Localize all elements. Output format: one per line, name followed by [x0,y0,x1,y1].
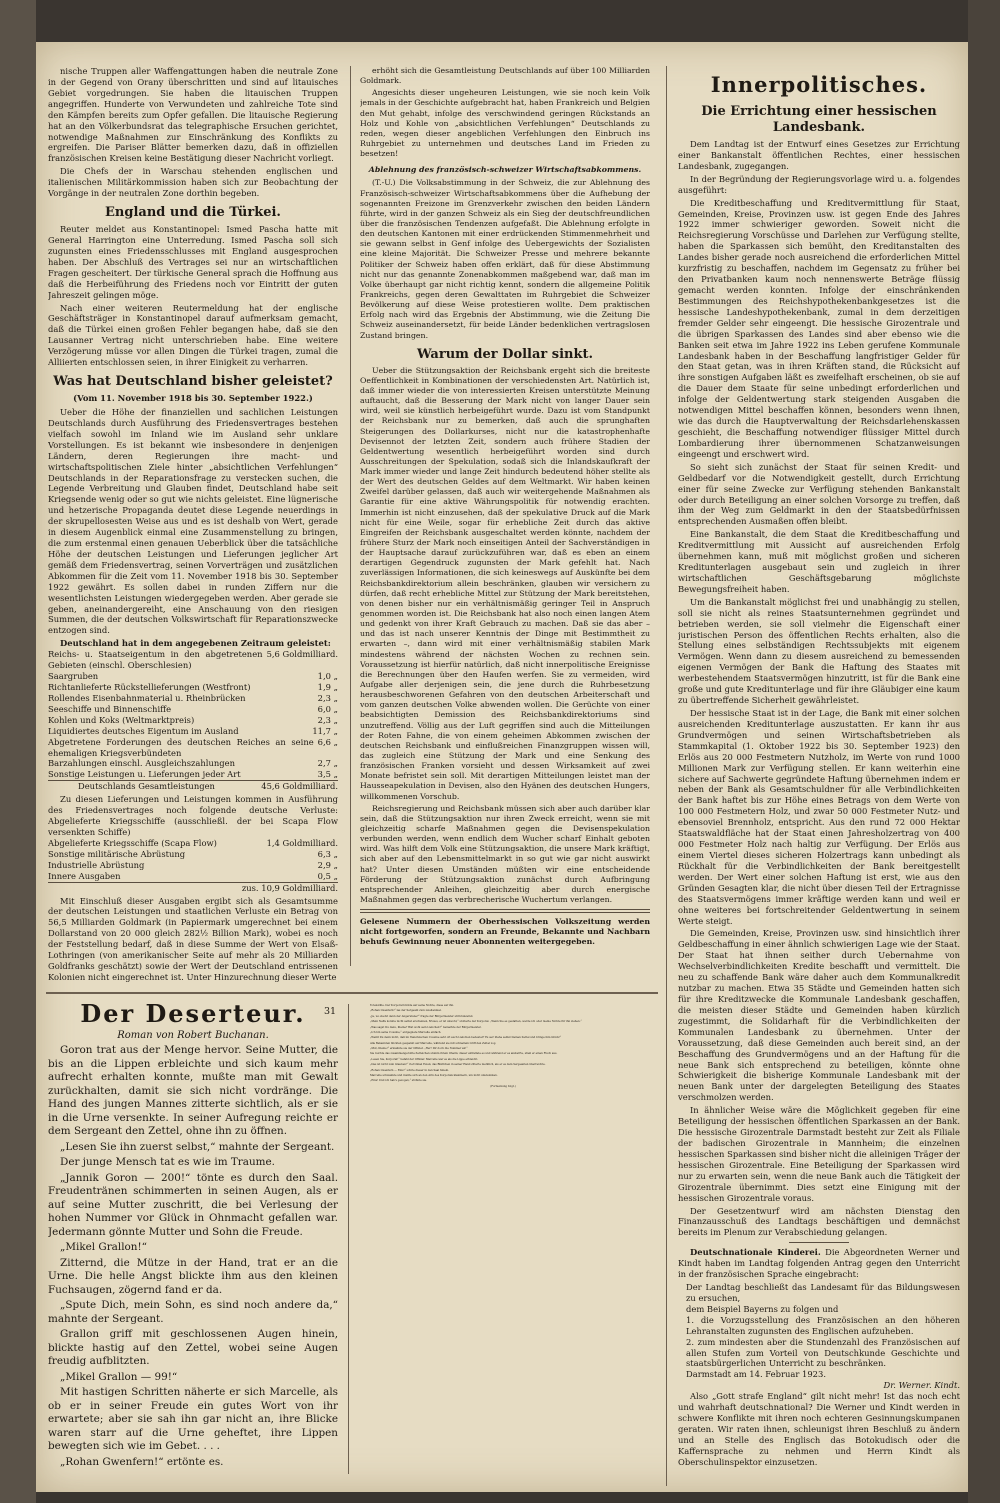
paragraph: Ueber die Höhe der finanziellen und sachlichen Leistungen Deutschlands durch Ausführung des Friedensvertrages bestehen vielfach sowohl im Inland wie im Ausland sehr unklare Vorstellungen. Es ist bekannt wie insbesondere in denjenigen Ländern, deren Regierungen ihre macht- und wirtschaftspolitischen Ziele hinter „absichtlichen Verfehlungen“ Deutschlands in der Reparationsfrage zu verstecken suchen, die Legende Verbreitung und Glauben findet, Deutschland habe seit Kriegsende wenig oder so gut wie nichts geleistet. Eine lügnerische und hetzerische Propaganda deutet diese Legende neuerdings in der skrupellosesten Weise aus und es ist deshalb von Wert, gerade in diesem Augenblick einmal eine Zusammenstellung zu bringen, die zum erstenmal einen genauen Ueberblick über die tatsächliche Höhe der deutschen Leistungen und Lieferungen jeglicher Art gemäß dem Friedensvertrag, seinen Vorverträgen und zusätzlichen Abkommen für die Zeit vom 11. November 1918 bis 30. September 1922 gewährt. Es sollen dabei in runden Ziffern nur die wesentlichsten Leistungen wiedergegeben werden. Aber gerade sie geben, aneinandergereiht, eine Anschauung von den riesigen Summen, die der deutschen Volkswirtschaft für Reparationszwecke entzogen sind. [48,406,338,636]
paragraph: nische Truppen aller Waffengattungen haben die neutrale Zone in der Gegend von Orany überschritten und sind auf litauisches Gebiet vorgedrungen. Sie haben die litauischen Truppen angegriffen. Hunderte von Verwundeten und zahlreiche Tote sind den Kämpfen bereits zum Opfer gefallen. Die litauische Regierung hat an den Völkerbundsrat das telegraphische Ersuchen gerichtet, notwendige Maßnahmen zur Einschränkung des Konflikts zu ergreifen. Die Pariser Blätter bemerken dazu, daß in offiziellen französischen Kreisen keine Bestätigung dieser Nachricht vorliegt. [48,66,338,164]
paragraph: „Lesen Sie, Korporal!“ befahl der Offizier. Marcelle war es als die Lippe erbleicht. [370,1057,479,1061]
table-row: Rollendes Eisenbahnmaterial u. Rheinbrücken 2,3 „ [48,692,338,703]
kinderei-lead: Deutschnationale Kinderei. [690,1247,821,1258]
paragraph: „Ich bin seine Cousine,“ entgegnete Marcelle einfach. [370,1030,442,1034]
column-1 [48,66,338,994]
paragraph: „Rohan Gwenfern!“ ertönte es. [60,1455,224,1468]
table-row: Richtanlieferte Rückstellieferungen (Westfront) 1,9 „ [48,682,338,693]
kinderei-text: Die Abgeordneten Werner und Kindt haben im Landtag folgenden Antrag gegen den Unterricht in der französischen Sprache eingebracht: [678,1247,960,1280]
paragraph: In der Begründung der Regierungsvorlage wird u. a. folgendes ausgeführt: [678,173,960,195]
reader-notice: Gelesene Nummern der Oberhessischen Volkszeitung werden nicht fortgeworfen, sondern an Freunde, Bekannte und Nachbarn behufs Gewinnung neuer Abonnenten weitergegeben. [360,917,650,947]
rule [360,909,650,913]
table-note: Zu diesen Lieferungen und Leistungen kommen in Ausführung des Friedensvertrages noch folgende deutsche Verluste: Abgelieferte Kriegsschiffe (ausschließl. der bei Scapa Flow versenkten Schiffe) [48,794,338,837]
paragraph: Totenstille. Der Korporal blickte auf seine Nichte, diese auf ihn. [370,1004,455,1007]
table-row: Seeschiffe und Binnenschiffe 6,0 „ [48,703,338,714]
headline-england: England und die Türkei. [105,205,281,221]
column-divider [350,66,351,966]
table-row: Innere Ausgaben 0,5 „ [48,870,338,881]
headline-geleistet: Was hat Deutschland bisher geleistet? [53,374,333,390]
paragraph: Angesichts dieser ungeheuren Leistungen, wie sie noch kein Volk jemals in der Geschichte aufgebracht hat, haben Frankreich und Belgien den Mut gehabt, infolge des verschwindend geringen Rückstands an Holz und Kohle von „absichtlichen Verfehlungen“ Deutschlands zu reden, wegen dieser angeblichen Verfehlungen den Einbruch ins Ruhrgebiet zu unternehmen und deutsches Land im Frieden zu besetzen! [360,88,650,159]
scan-right-edge [968,0,1000,1503]
paragraph: „Rohan Gwenfern!“ las der Sergeant zum zweitenmal. [370,1009,442,1013]
table-row: Industrielle Abrüstung 2,9 „ [48,859,338,870]
paragraph: Dem Landtag ist der Entwurf eines Gesetzes zur Errichtung einer Bankanstalt öffentlichen Rechtes, einer hessischen Landesbank, zugegangen. [678,139,960,171]
paragraph: „Das ist nicht zum Glauben!“ rief Onkel Ewen; das Blättchen in seiner Hand zitterte merklich, als er es dem Sergeanten überreichte. [370,1063,546,1067]
paragraph: „Mein Neffe konnte nicht selbst erscheinen, M'sieu, er ist unwohl,“ stotterte der Korporal. „Wenn Sie es gestatten, werde ich oder meine Nichte für ihn ziehen.“ [370,1020,582,1024]
feuilleton-roman [48,1000,646,1480]
column-2 [360,66,650,966]
paragraph: „Mikel Grallon!“ [60,1241,147,1254]
table-row: Reichs- u. Staatseigentum in den abgetretenen Gebieten (einschl. Oberschlesien) 5,6 Goldmilliard. [48,649,338,671]
table-row: Sonstige Leistungen u. Lieferungen jeder Art 3,5 „ [48,769,338,780]
paragraph: Marcelle schwankte und mußte sich an den Arm des Korporals klammern, um nicht umzusinken. [370,1073,498,1077]
paragraph: „Jannik Goron — 200!“ tönte es durch den Saal. Freudentränen schimmerten in seinen Augen, als er auf seine Mutter zuschritt, die bei Verlesung der hohen Nummer vor Glück in Ohnmacht gefallen war. Jedermann gönnte Mutter und Sohn die Freude. [48,1171,338,1238]
paragraph: Grallon griff mit geschlossenen Augen hinein, blickte hastig auf den Zettel, wobei seine Augen freudig aufblitzten. [48,1328,338,1368]
newspaper-page [36,42,968,1492]
table-row: Abgelieferte Kriegsschiffe (Scapa Flow) 1,4 Goldmilliard. [48,837,338,848]
section-rule [46,992,658,994]
paragraph: Reuter meldet aus Konstantinopel: Ismed Pascha hatte mit General Harrington eine Unterredung. Ismed Pascha soll sich zugunsten eines Friedensschlusses mit England ausgesprochen haben. Der Abschluß des Vertrages sei nur an wirtschaftlichen Fragen gescheitert. Der türkische General sprach die Hoffnung aus daß die Herbeiführung des Friedens noch vor Eintritt der guten Jahreszeit gelingen möge. [48,224,338,300]
rule [789,1242,849,1243]
quote-line: 2. zum mindesten aber die Stundenzahl des Französischen auf allen Stufen zum Vorteil von Deutschkunde Geschichte und staatsbürgerlichen Unterricht zu beschränken. [686,1336,960,1369]
paragraph: Um die Bankanstalt möglichst frei und unabhängig zu stellen, soll sie nicht als reines Staatsunternehmen gegründet und betrieben werden, sie soll vielmehr die Eigenschaft einer juristischen Person des öffentlichen Rechts erhalten, also die Stellung eines selbständigen Rechtssubjekts mit eigenem Vermögen. Wenn dann zu diesem ausreichend zu bemessenden eigenen Vermögen der Bank die Haftung des Staates mit werbestehendem Staatsvermögen hinzutritt, ist für die Bank eine große und gute Kreditunterlage und für ihre Gläubiger eine kaum zu übertreffende Sicherheit gewährleistet. [678,596,960,706]
roman-column-right [358,1004,648,1434]
table-row: Barzahlungen einschl. Ausgleichszahlungen 2,7 „ [48,758,338,769]
quote-line: Der Landtag beschließt das Landesamt für das Bildungswesen zu ersuchen, [686,1282,960,1303]
kinderei-quote [678,1282,960,1391]
paragraph: „Weißt Du denn nicht, daß im französischen Cousine sehr oft auch Liebchen bedeutet? Es sei! Ziehe selbst Deinen Zettel und bringe ihm Glück!“ [370,1036,562,1040]
table-total-row: zus. 10,9 Goldmilliard. [48,882,338,894]
roman-title: Der Deserteur. [80,999,306,1028]
table-title: Deutschland hat in dem angegebenen Zeitraum geleistet: [60,638,331,649]
paragraph: „Mikel Grallon — 99!“ [60,1370,178,1383]
paragraph: Nach einer weiteren Reutermeldung hat der englische Geschäftsträger in Konstantinopel darauf aufmerksam gemacht, daß die Türkei einen großen Fehler begangen habe, daß sie den Lausanner Vertrag nicht unterschrieben habe. Eine weitere Verzögerung müsse vor allen Dingen die Türkei tragen, zumal die Alliierten entschlossen seien, in ihrer Einigkeit zu verharren. [48,302,338,368]
quote-line: Darmstadt am 14. Februar 1923. [686,1369,826,1380]
column-divider [666,66,667,1486]
paragraph: „Was sagst Du dazu, Kleine? Bist wohl sein Liebchen?“ bemerkte der Bürgermeister. [370,1025,482,1029]
paragraph: Ueber die Stützungsaktion der Reichsbank ergeht sich die breiteste Oeffentlichkeit in Kombinationen der verschiedensten Art. Natürlich ist, daß immer wieder die von interessierten Kreisen unterstützte Meinung auftaucht, daß die Besserung der Mark nicht von langer Dauer sein wird, weil sie künstlich herbeigeführt wurde. Dazu ist vom Standpunkt der Reichsbank nur zu bemerken, daß auch die sprunghaften Steigerungen des Dollarkurses, nicht nur die katastrophenhafte Devisennot der letzten Zeit, sondern auch frühere Stadien der Geldentwertung wesentlich herbeigeführt worden sind durch Ausschreitungen der Spekulation, sodaß sich die Inlandskaufkraft der Mark immer wieder und lange Zeit hindurch bedeutend höher stellte als der Wert des deutschen Geldes auf dem Weltmarkt. Wir haben keinen Zweifel darüber gelassen, daß auch wir weitergehende Maßnahmen als Garantie für eine aktive Währungspolitik für notwendig erachten. Immerhin ist nicht einzusehen, daß der spekulative Druck auf die Mark nicht für eine Weile, sogar für erhebliche Zeit durch das aktive Eingreifen der Reichsbank ausgeschaltet werden könnte, nachdem der frühere Sturz der Mark noch einseitigen Anteil der Sachverständigen in der Hauptsache darauf zurückzuführen war, daß es eben an einem derartigen Gegendruck zugunsten der Mark gefehlt hat. Nach zuverlässigen Informationen, die sich keineswegs auf Auskünfte bei dem Reichsbankdirektorium allein beschränken, glauben wir versichern zu dürfen, daß recht erhebliche Mittel zur Stützung der Mark bereitstehen, von denen bisher nur ein verhältnismäßig geringer Teil in Anspruch genommen worden ist. Die Reichsbank hat also noch einen langen Atem und gedenkt von ihrer Kraft Gebrauch zu machen. Daß sie das aber – und das ist nach unserer Kenntnis der Dinge mit Bestimmtheit zu erwarten –, dann wird mit einer verhältnismäßig stabilen Mark mindestens während der nächsten Wochen zu rechnen sein. Voraussetzung ist hierfür natürlich, daß nicht innerpolitische Ereignisse die Berechnungen über den Haufen werfen. Sie zu vermeiden, wird Aufgabe aller derjenigen sein, die jene durch die Ruhrbesetzung herausbeschworenen Gefahren von den deutschen Arbeiterschaft und vom ganzen deutschen Volke abwenden wollen. Die Gerüchte von einer beabsichtigten Demission des Reichsbankdirektoriums sind unzutreffend. Völlig aus der Luft gegriffen sind auch die Mitteilungen der Roten Fahne, die von einem geheimen Abkommen zwischen der deutschen Reichsbank und einflußreichen Finanzgruppen wissen will, das zugleich eine Stützung der Mark und eine Senkung des französischen Franken vorsieht und dessen Wirksamkeit auf zwei Monate befristet sein soll. Mit derartigen Mitteilungen leistet man der Hausseapekulation in Devisen, also den Hyänen des deutschen Hungers, willkommenen Vorschub. [360,365,650,801]
table-row: Saargruben 1,0 „ [48,671,338,682]
paragraph: Mit Einschluß dieser Ausgaben ergibt sich als Gesamtsumme der deutschen Leistungen und staatlichen Verluste ein Betrag von 56,5 Milliarden Goldmark (in Papiermark umgerechnet bei einem Dollarstand von 20 000 gleich 282½ Billion Mark), wobei es noch der Feststellung bedarf, daß in diese Summe der Wert von Elsaß-Lothringen (von amerikanischer Seite auf mehr als 20 Milliarden Goldfranks geschätzt) sowie der Wert der Deutschland entrissenen Kolonien nicht eingerechnet ist. Unter Hinzurechnung dieser Werte [48,895,338,982]
table-total-row: Deutschlands Gesamtleistungen 45,6 Goldmilliard. [48,780,338,792]
quote-line: dem Beispiel Bayerns zu folgen und [686,1303,839,1314]
quote-line: 1. die Vorzugsstellung des Französischen an den höheren Lehranstalten zugunsten des Englischen aufzuheben. [686,1314,960,1336]
paragraph: Der junge Mensch tat es wie im Traume. [60,1156,275,1169]
paragraph: Mit hastigen Schritten näherte er sich Marcelle, als ob er in seiner Freude ein gutes Wort von ihr erwartete; aber sie sah ihn gar nicht an, ihre Blicke waren starr auf die Urne geheftet, ihre Lippen bewegten sich wie im Gebet. . . . [48,1386,338,1453]
continuation-note: (Fortsetzung folgt.) [490,1084,516,1088]
table-row: Liquidiertes deutsches Eigentum im Ausland 11,7 „ [48,725,338,736]
paragraph: Die Gemeinden, Kreise, Provinzen usw. sind hinsichtlich ihrer Geldbeschaffung in einer ähnlich schwierigen Lage wie der Staat. Der Staat hat ihnen seither durch Uebernahme von Wechselverbindlichkeiten Kredite beschafft und vermittelt. Die neu zu schaffende Bank wäre daher auch dem Kommunalkredit nutzbar zu machen. Etwa 35 Städte und Gemeinden hatten sich für ihre Kreditzwecke die Kommunale Landesbank geschaffen, die meisten dieser Städte und Gemeinden haben kürzlich zugestimmt, die Solidarhaft für die Verbindlichkeiten der Kommunalen Landesbank zu übernehmen. Unter der Voraussetzung, daß diese Gemeinden auch bereit sind, an der Beschaffung des Grundvermögens und an der Haftung für die neue Bank sich entsprechend zu beteiligen, könnte ohne Schwierigkeit die bisherige Kommunale Landesbank mit der neuen Bank unter der dargelegten Beteiligung des Staates verschmolzen werden. [678,928,960,1103]
roman-column-left [48,1044,338,1474]
paragraph [678,1247,960,1280]
paragraph: Sie reichte das zusammengerollte Zettelchen stumm ihrem Oheim; dieser entfaltete es und während er es anstarrte, stieß er einen Fluch aus. [370,1052,558,1056]
paragraph: erhöht sich die Gesamtleistung Deutschlands auf über 100 Milliarden Goldmark. [360,66,650,86]
paragraph: In ähnlicher Weise wäre die Möglichkeit gegeben für eine Beteiligung der hessischen öffentlichen Sparkassen an der Bank. Die hessische Girozentrale Darmstadt besteht zur Zeit als Filiale der badischen Girozentrale in Mannheim; die einzelnen hessischen Sparkassen sind bisher nicht die alleinigen Träger der hessischen Girozentrale. Eine Beteiligung der Sparkassen wird nur zu erwarten sein, wenn die neue Bank auch die Tätigkeit der Girozentrale übernimmt. Dies setzt eine Einigung mit der hessischen Girozentrale voraus. [678,1105,960,1203]
quote: Die Kreditbeschaffung und Kreditvermittlung für Staat, Gemeinden, Kreise, Provinzen usw. ist gegen Ende des Jahres 1922 immer schwieriger geworden. Soweit nicht die Reichsregierung Vorschüsse und Darlehen zur Verfügung stellte, haben die Sparkassen sich bemüht, den Kreditanstalten des Landes bisher gerade noch ausreichend die erforderlichen Mittel kurzfristig zu beschaffen, nachdem im Gegensatz zu früher bei den Privatbanken kaum noch nennenswerte Beträge flüssig gemacht werden konnten. Infolge der einschränkenden Bestimmungen des Reichshypothekenbankgesetzes ist die hessische Landeshypothekenbank, zumal in dem derzeitigen fremder Gelder sehr eingeengt. Die hessische Girozentrale und die übrigen Sparkassen des Landes sind aber ebenso wie die Banken seit etwa im Jahre 1922 ins Leben gerufene Kommunale Landesbank haben in der Beschaffung langfristiger Gelder für den Staat getan, was in ihren Kräften stand, die Rücksicht auf ihre sonstigen Aufgaben läßt es zweifelhaft erscheinen, ob sie auf die Dauer dem Staate für seine unbedingt erforderlichen und infolge der Geldentwertung stark steigenden Ausgaben die notwendigen Mittel beschaffen können, besonders wenn ihnen, wie das durch die Hauptverwaltung der Reichsdarlehenskassen geschieht, die Beschaffung notwendiger flüssiger Mittel durch Lombardierung ihrer übernommenen Schatzanweisungen eingeengt und erschwert wird. [678,197,960,459]
paragraph: „Mut, Kleine!“ ermahnte sie der Offizier. „Her! Dir doch die Nummer an!“ [370,1047,468,1050]
paragraph: Zitternd, die Mütze in der Hand, trat er an die Urne. Die helle Angst blickte ihm aus den kleinen Fuchsaugen, zögernd fand er da. [48,1256,338,1296]
roman-author: Roman von Robert Buchanan. [117,1030,269,1041]
headline-dollar: Warum der Dollar sinkt. [416,346,594,362]
leistungen-table [48,638,338,893]
paragraph: Also „Gott strafe England“ gilt nicht mehr! Ist das noch echt und wahrhaft deutschnational? Die Werner und Kindt werden in schwere Konflikte mit ihren noch echteren Gesinnungskumpanen geraten. Wir raten ihnen, schleunigst ihren Beschluß zu ändern und an Stelle des Englisch das Botokudisch oder die Kaffernsprache zu nehmen und Herrn Kindt als Oberschulinspektor einzusetzen. [678,1391,960,1467]
paragraph: Goron trat aus der Menge hervor. Seine Mutter, die bis an die Lippen erbleichte und sich kaum mehr aufrecht erhalten konnte, mußte man mit Gewalt zurückhalten, damit sie sich nicht vordränge. Die Hand des jungen Mannes zitterte sichtlich, als er sie in die Urne versenkte. In seiner Aufregung reichte er dem Sergeant den Zettel, ohne ihn zu öffnen. [48,1044,338,1138]
headline-landesbank: Die Errichtung einer hessischen Landesbank. [701,104,937,135]
paragraph: Alle Bekannten blickten gespannt auf Marcelle, während sie mit schnellem Griff den Zettel zog. [370,1041,497,1045]
installment-number: 31 [324,1006,337,1017]
column-divider [348,1004,349,1474]
scan-left-edge [0,0,36,1503]
table-row: Kohlen und Koks (Weltmarktpreis) 2,3 „ [48,714,338,725]
paragraph: „Rohan Gwenfern — Eins!“ schrie dieser in den Saal hinein. [370,1068,450,1072]
paragraph: „Lesen Sie ihn zuerst selbst,“ mahnte der Sergeant. [60,1140,335,1153]
headline-schweiz: Ablehnung des französisch-schweizer Wirtschaftsabkommens. [368,165,642,175]
section-title: Innerpolitisches. [710,72,928,97]
table-row: Abgetretene Forderungen des deutschen Reiches an seine ehemaligen Kriegsverbündeten 6,6 „ [48,736,338,758]
table-row: Sonstige militärische Abrüstung 6,3 „ [48,848,338,859]
paragraph: Der Gesetzentwurf wird am nächsten Dienstag den Finanzausschuß des Landtags beschäftigen und demnächst bereits im Plenum zur Verabschiedung gelangen. [678,1205,960,1238]
paragraph: Eine Bankanstalt, die dem Staat die Kreditbeschaffung und Kreditvermittlung mit Aussicht auf ausreichenden Erfolg übernehmen kann, muß mit möglichst großen und sicheren Kreditunterlagen ausgebaut sein und zugleich in ihrer wirtschaftlichen Geschäftsgebarung möglichste Bewegungsfreiheit haben. [678,529,960,594]
quote: Der hessische Staat ist in der Lage, die Bank mit einer solchen ausreichenden Kreditunterlage auszustatten. Er kann ihr aus Grundvermögen und seinen Wirtschaftsbetrieben als Stammkapital (1. Oktober 1922 bis 30. September 1923) den Erlös aus 20 000 Festmetern Nutzholz, im Werte von rund 1000 Millionen Mark zur Verfügung stellen. Er kann weiterhin eine sichere auf Sachwerte gegründete Haftung übernehmen indem er neben der Bank als Gesamtschuldner für alle Verbindlichkeiten der Bank haftet bis zur Höhe eines Betrags von dem Werte von 100 000 Festmetern Holz, und zwar 50 000 Festmeter Nutz- und ebensoviel Brennholz, entspricht. Aus den rund 72 000 Hektar Staatswaldfläche hat der Staat einen Jahresholzertrag von 400 000 Festmeter Holz nach haltig zur Verfügung. Der Erlös aus einem Viertel dieses sicheren Holzertrags kann unbedingt als Rückhalt für die Verbindlichkeiten der Bank bereitgestellt werden. Der Wert einer solchen Haftung ist erst, wie aus den Gründen Gesagten klar, die nicht über diesen Teil der Ertragnisse des Staatsvermögens immer kräftige werden kann und weil er ohne weiteres bei fortschreitender Geldentwertung in seinem Werte steigt. [678,708,960,926]
subheadline-geleistet: (Vom 11. November 1918 bis 30. September 1922.) [73,393,313,404]
paragraph: „Eins! Und ich hab's gezogen,“ stöhnte sie. [370,1079,427,1083]
paragraph: (T.-U.) Die Volksabstimmung in der Schweiz, die zur Ablehnung des Französisch-schweizer Wirtschaftsabkommens über die Aufhebung der sogenannten Freizone im Grenzverkehr zwischen den beiden Ländern führte, wird in der ganzen Schweiz als ein Sieg der deutschfreundlichen über die französischen Tendenzen aufgefaßt. Die Ablehnung erfolgte in den deutschen Kantonen mit einer erdrückenden Stimmenmehrheit und sie gewann selbst in Genf infolge des Uebergewichts der Sozialisten eine kleine Majorität. Die Schweizer Presse und mehrere bekannte Politiker der Schweiz haben offen erklärt, daß für diese Abstimmung nicht nur das genannte Zonenabkommen maßgebend war, daß man im Volke überhaupt gar nicht richtig kennt, sondern die allgemeine Politik Frankreichs, gegen deren Gewalttaten im Ruhrgebiet die Schweizer Bevölkerung auf diese Weise protestieren wollte. Dem praktischen Erfolg nach wird das Ergebnis der Abstimmung, wie die Zeitung Die Schweiz auseinandersetzt, für beide Länder bedenklichen vertragslosen Zustand bringen. [360,178,650,340]
paragraph: So sieht sich zunächst der Staat für seinen Kredit- und Geldbedarf vor die Notwendigkeit gestellt, durch Errichtung einer für seine Zwecke zur Verfügung stehenden Bankanstalt oder durch Beteiligung an einer solchen Vorsorge zu treffen, daß ihm der Weg zum Geldmarkt in den der Staatsbedürfnissen entsprechenden Ausmaßen offen bleibt. [678,461,960,527]
paragraph: „Spute Dich, mein Sohn, es sind noch andere da,“ mahnte der Sergeant. [48,1299,338,1325]
signature: Dr. Werner. Kindt. [883,1380,960,1391]
paragraph: „Ja, wo steckt denn der Angerufene?“ fragte der Bürgermeister stirnrunzelnd. [370,1014,474,1018]
column-3 [678,66,960,1486]
paragraph: Reichsregierung und Reichsbank müssen sich aber auch darüber klar sein, daß die Stützungsaktion nur ihren Zweck erreicht, wenn sie mit gleichzeitig scharfe Maßnahmen gegen die Devisenspekulation verbunden werden, wenn endlich dem Wucher scharf Einhalt geboten wird. Was hilft dem Volk eine Stützungsaktion, die unsere Mark kräftigt, sich aber auf den Lebensmittelmarkt in so gut wie gar nicht auswirkt hat? Unter diesen Umständen müßten wir eine entscheidende Förderung der Stützungsaktion zunächst durch Aufbringung entsprechender Anleihen, gleichzeitig aber durch energische Maßnahmen gegen das verbrecherische Wuchertum verlangen. [360,803,650,904]
paragraph: Die Chefs der in Warschau stehenden englischen und italienischen Militärkommission haben sich zur Beobachtung der Vorgänge in der neutralen Zone dorthin begeben. [48,166,338,199]
